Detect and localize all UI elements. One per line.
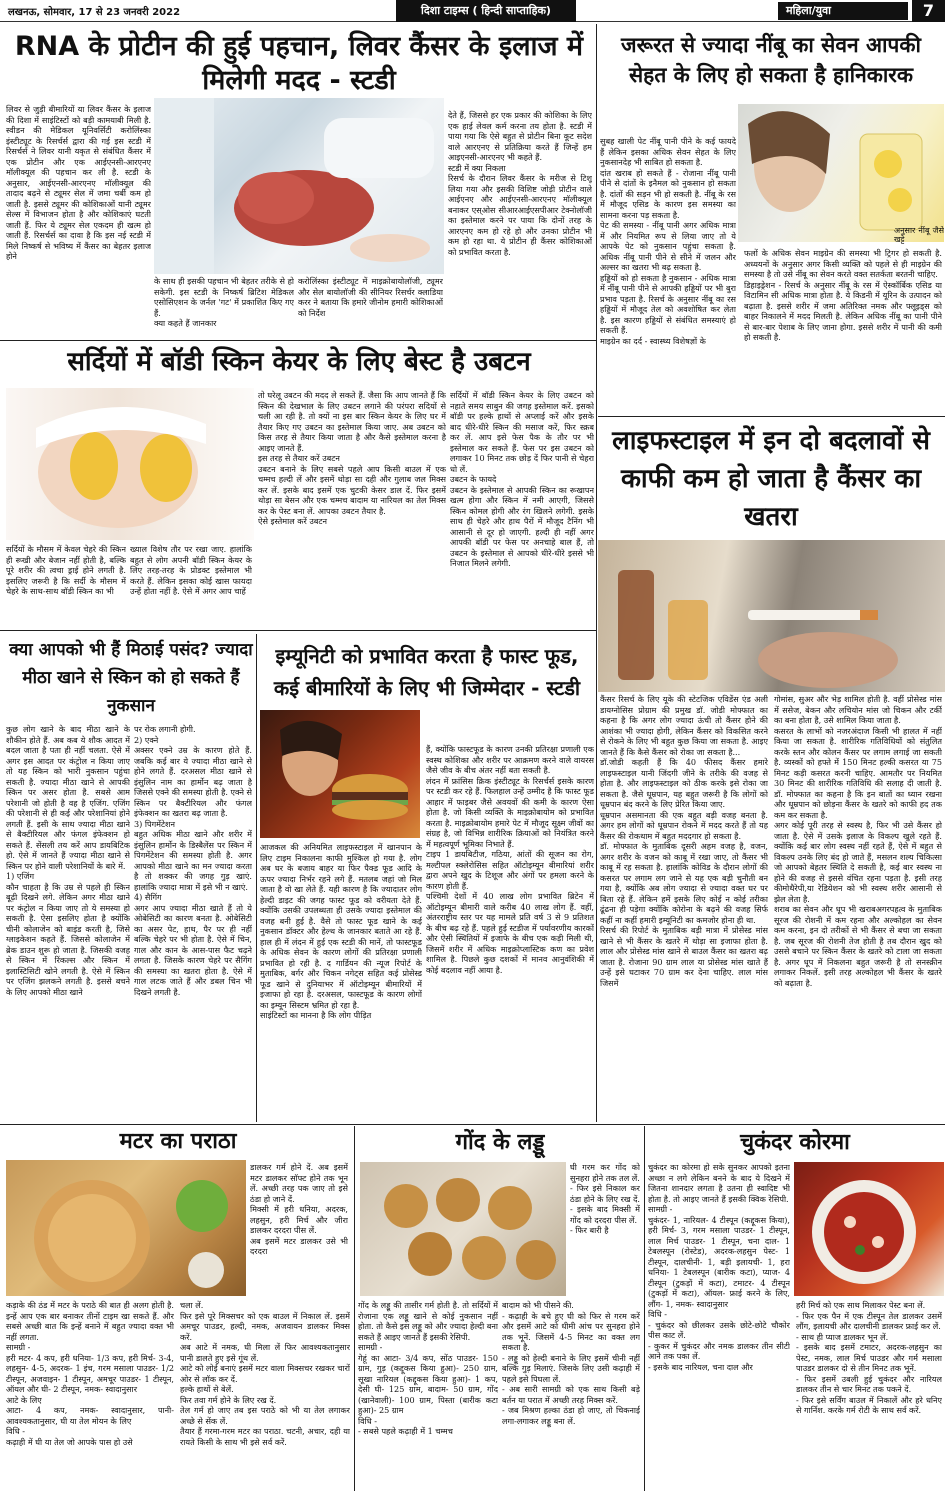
story6-headline: लाइफस्टाइल में इन दो बदलावों से काफी कम हो जाता है कैंसर का खतरा bbox=[612, 426, 930, 532]
story1-body-col3: करोलिंस्का इंस्टीट्यूट में माइक्रोबायोलॉजी, ट्यूमर और सेल बायोलॉजी की सीनियर रिसर्चर क्लाडिया करर ने बताया कि हमारे जीनोम हमारी कोशिकाओं को निर्देश bbox=[298, 276, 443, 318]
recipe3-body-col1: चुकंदर का कोरमा हो सके सुनकर आपको इतना अच्छा न लगे लेकिन बनने के बाद ये दिखने में जितना शानदार लगता है उतना ही स्वादिष्ट भी होता है. तो आइए जानते हैं इसकी क्विक रेसिपी. सामग्री - चुकंदर- 1, नारियल- 4 टीस्पून (कद्दूकस किया), हरी मिर्च- 3, गरम मसाला पाउडर- 1 टीस्पून, लाल मिर्च पाउडर- 1 टीस्पून, चना दाल- 1 टेबलस्पून (रोस्टेड), अदरक-लहसुन पेस्ट- 1 टीस्पून, दालचीनी- 1, बड़ी इलायची- 1, हरा धनिया- 1 टेबलस्पून (बारीक कटा), प्याज- 4 टीस्पून (टुकड़ों में कटा), टमाटर- 4 टीस्पून (टुकड़ों में कटा), ऑयल- फ्राई करने के लिए, लौंग- 1, नमक- स्वादानुसार विधि - - चुकंदर को छीलकर उसके छोटे-छोटे चौकोर पीस काट लें. - कुकर में चुकंदर और नमक डालकर तीन सीटी आने तक पका लें. - इसके बाद नारियल, चना दाल और bbox=[648, 1162, 790, 1372]
newspaper-title: दिशा टाइम्स ( हिन्दी साप्ताहिक) bbox=[396, 0, 576, 22]
story2-body-col1: सुबह खाली पेट नींबू पानी पीने के कई फायदे हैं लेकिन इसका अधिक सेवन सेहत के लिए नुकसानदेह भी साबित हो सकता है. दांत खराब हो सकते हैं - रोजाना नींबू पानी पीने से दांतों के इनैमल को नुकसान हो सकता है. दांतों की सड़न भी हो सकती है. नींबू के रस में मौजूद एसिड के कारण इस समस्या का सामना करना पड़ सकता है. पेट की समस्या - नींबू पानी अगर अधिक मात्रा में और नियमित रूप से लिया जाए तो ये आपके पेट को नुकसान पहुंचा सकता है. अधिक नींबू पानी पीने से सीने में जलन और अल्सर का खतरा भी बढ़ सकता है. हड्डियों को हो सकता है नुकसान - अधिक मात्रा में नींबू पानी पीने से आपकी हड्डियों पर भी बुरा प्रभाव पड़ता है. रिसर्च के अनुसार नींबू का रस हड्डियों में मौजूद तेल को अवशोषित कर लेता है. इस कारण हड्डियों से संबंधित समस्याएं हो सकती हैं. माइग्रेन का दर्द - स्वास्थ्य विशेषज्ञों के bbox=[600, 136, 736, 346]
paratha-image-art bbox=[6, 1160, 246, 1296]
recipe2-body-col1: गोंद के लड्डू की तासीर गर्म होती है. तो सर्दियों में रोजाना एक लड्डू खाने से कोई नुकसान नहीं होता. तो कैसे इस लड्डू को और ज्यादा हेल्दी बना सकते हैं आइए जानते हैं इसकी रेसिपी. सामग्री - गेहूं का आटा- 3/4 कप, सोंठ पाउडर- 150 ग्राम, गुड़ (कद्दूकस किया हुआ)- 250 ग्राम, सूखा नारियल (कद्दूकस किया हुआ)- 1 कप, देसी घी- 125 ग्राम, बादाम- 50 ग्राम, गोंद (खानेवाली)- 100 ग्राम, पिस्ता (बारीक कटा हुआ)- 25 ग्राम विधि - - सबसे पहले कढ़ाही में 1 चम्मच bbox=[358, 1300, 498, 1436]
date-line: लखनऊ, सोमवार, 17 से 23 जनवरी 2022 bbox=[8, 7, 181, 18]
story2-body-col2: फलों के अधिक सेवन माइग्रेन की समस्या भी ट्रिगर हो सकती है. अध्ययनों के अनुसार अगर किसी व्यक्ति को पहले से ही माइग्रेन की समस्या है तो उसे नींबू का सेवन करते वक्त सतर्कता बरतनी चाहिए. डिहाइड्रेशन - रिसर्च के अनुसार नींबू के रस में ऐस्कॉर्बिक एसिड या विटामिन सी अधिक मात्रा होता है. ये किडनी में यूरिन के उत्पादन को बढ़ाता है. इससे शरीर में जमा अतिरिक्त नमक और फ्लूइड्स को बाहर निकालने में मदद मिलती है. लेकिन अधिक नींबू का पानी पीने से बार-बार पेशाब के लिए जाना होगा. इससे शरीर में पानी की कमी हो सकती है. bbox=[744, 248, 942, 342]
lemon-image-art bbox=[738, 104, 944, 242]
story4-body-col2: पर रोक लगानी होगी. 2) एक्ने अक्सर एक्ने उम्र के कारण होते हैं. जबकि कई बार ये ज्यादा मीठा खाने से होने लगते हैं. दरअसल मीठा खाने से इंसुलिन नाम का हार्मोन बढ़ जाता है जिससे एक्ने की समस्या होती है. एक्ने से स्किन पर बैक्टीरियल और फंगल इंफेक्शन का खतरा बढ़ जाता है. 3) पिगमेंटेशन बहुत अधिक मीठा खाने और शरीर में इंसुलिन हार्मोन के डिस्बैलेंस पर स्किन में पिगमेंटेशन की समस्या होती है. अगर आपको मीठा खाने का मन ज्यादा करता है तो शक्कर की जगह गुड़ खाएं. हालांकि ज्यादा मात्रा में इसे भी न खाएं. 4) सैगिंग अगर आप ज्यादा मीठा खाते हैं तो ये ओबेसिटी का कारण बनता है. ओबेसिटी का असर पेट, हाथ, पैर पर ही नहीं बल्कि चेहरे पर भी होता है. ऐसे में चिन, गाल और कान के आस-पास फैट चढ़ने लगता है. जिसके कारण चेहरे पर सैगिंग की समस्या का खतरा होता है. ऐसे में गाल लटक जाते हैं और डबल चिन भी दिखने लगती है. bbox=[134, 724, 252, 997]
section-name: महिला/युवा bbox=[778, 2, 908, 20]
story3-headline: सर्दियों में बॉडी स्किन केयर के लिए बेस्ट है उबटन bbox=[67, 347, 531, 377]
ubtan-face-image bbox=[6, 388, 254, 540]
story1-body-col1: लिवर से जुड़ी बीमारियों या लिवर कैंसर के इलाज की दिशा में साइंटिस्टों को बड़ी कामयाबी मिली है. स्वीडन की मेडिकल यूनिवर्सिटी करोलिंस्का इंस्टीट्यूट के रिसर्चर्स द्वारा की गई इस स्टडी में रिसर्चर्स ने लिवर यानी यकृत से संबंधित कैंसर में एक प्रोटीन और एक आईएनसी-आरएनए मॉलीक्यूल की पहचान कर ली है. स्टडी के अनुसार, आईएनसी-आरएनए मॉलीक्यूल की तादाद बढ़ने से ट्यूमर सेल में जमा चर्बी कम हो जाती है. इससे ट्यूमर की कोशिकाओं यानी ट्यूमर सेल्स में विभाजन होता है और कोशिकाएं घटती जाती हैं. फिर ये ट्यूमर सेल एकदम ही खत्म हो जाती हैं. रिसर्चर्स का दावा है कि इस नई स्टडी में मिले निष्कर्ष से भविष्य में कैंसर का बेहतर इलाज होने bbox=[6, 104, 151, 261]
story1-body-col4: देते हैं, जिससे हर एक प्रकार की कोशिका के लिए एक हाई लेवल कर्म करना तय होता है. स्टडी में पाया गया कि ऐसे बहुत से प्रोटीन बिना कूट सदेश वाले आरएनए से प्रतिक्रिया करते हैं जिन्हें हम आइएनसी-आरएनए भी कहते हैं. स्टडी में क्या निकला रिसर्च के दौरान लिवर कैंसर के मरीज से टिशू लिया गया और इसकी विशिष्ट जोड़ी प्रोटीन वाले आईएनए और आईएनसी-आरएनए मॉलीक्यूल बनाकर एस्ओस सीआरआईएसपीआर टेक्नोलॉजी का इस्तेमाल करने पर पाया कि दोनों तरह के आरएनए कम हो रहे हो और उनका प्रोटीन भी कम हो रहा था. ये प्रोटीन ही कैंसर कोशिकाओं को प्रभावित करता है. bbox=[448, 110, 592, 257]
section-divider bbox=[0, 630, 596, 631]
recipe1-body-col1: कड़ाके की ठंड में मटर के पराठे की बात ही अलग होती है. इन्हें आप एक बार बनाकर तीनों टाइम खा सकते हैं. और सबसे अच्छी बात कि इन्हें बनाने में बहुत ज्यादा वक्त भी नहीं लगता. सामग्री - हरी मटर- 4 कप, हरी धनिया- 1/3 कप, हरी मिर्च- 3-4, लहसुन- 4-5, अदरक- 1 इंच, गरम मसाला पाउडर- 1/2 टीस्पून, अजवाइन- 1 टीस्पून, अमचूर पाउडर- 1 टीस्पून, ऑयल और घी- 2 टीस्पून, नमक- स्वादानुसार आटे के लिए आटा- 4 कप, नमक- स्वादानुसार, पानी- आवश्यकतानुसार, घी या तेल मोयन के लिए विधि - कढ़ाही में घी या तेल जो आपके पास हो उसे bbox=[6, 1300, 174, 1447]
story3-body-col1: सर्दियों के मौसम में केवल चेहरे की स्किन ही रूखी और बेजान नहीं होती है, बल्कि पूरे शरीर की त्वचा ड्राई होने लगती है. इसलिए जरूरी है कि सर्दी के मौसम में चेहरे के साथ-साथ बॉडी स्किन का भी bbox=[6, 544, 126, 596]
column-divider bbox=[256, 634, 257, 1122]
recipe2-body-col3: बादाम को भी पीसने की. - कढ़ाही के बचे हुए घी को फिर से गरम करें और इसमें आटे को धीमी आंच पर सुनहरा होने तक भूनें. जिसमें 4-5 मिनट का वक्त लग सकता है. - लड्डू को हेल्दी बनाने के लिए इसमें चीनी नहीं बल्कि गुड़ मिलाएं. जिसके लिए उसी कढ़ाही में पहले इसे पिघला लें. - अब सारी सामग्री को एक साथ किसी बड़े बर्तन या परात में अच्छी तरह मिक्स करें. - जब मिश्रण हल्का ठंडा हो जाए, तो चिकनाई लगा-लगाकर लड्डू बना लें. bbox=[502, 1300, 640, 1426]
liver-illustration-image bbox=[154, 98, 444, 274]
section-divider bbox=[598, 416, 945, 417]
story6-body-col2: गोमांस, सुअर और भेड़ शामिल होती है. वहीं प्रोसेस्ड मांस में ससेज, बेकन और लचियोन मांस जो चिकन और टर्की का बना होता है, उसे शामिल किया जाता है. कसरत के लाभों को नजरअंदाज किसी भी हालत में नहीं किया जा सकता है. शारीरिक गतिविधियों को संतुलित करके स्तन और कोलन कैंसर पर लगाम लगाई जा सकती है. व्यस्कों को हफ्ते में 150 मिनट हल्की कसरत या 75 मिनट कड़ी कसरत करनी चाहिए. आमतौर पर नियमित 30 मिनट की शारीरिक गतिविधि की सलाह दी जाती है. डॉ. मोफ्फात का कहना है कि इन बातों का ध्यान रखना और धूम्रपान को छोड़ना कैंसर के खतरे को काफी हद तक कम कर सकता है. अगर कोई पूरी तरह से स्वस्थ है, फिर भी उसे कैंसर हो जाता है. ऐसे में उसके इलाज के विकल्प खुले रहते हैं. क्योंकि कई बार लोग स्वस्थ नहीं रहते हैं, ऐसे में बहुत से विकल्प उनके लिए बंद हो जाते हैं, मसलन शल्य चिकित्सा जो आपको बेहतर स्थिति दे सकती है, कई बार स्वस्थ ना होने की वजह से इससे वंचित रहना पड़ता है. इसी तरह कीमोथैरेपी,या रेडियेशन को भी स्वस्थ शरीर आसानी से झेल लेता है. शराब का सेवन और धूप भी खराबअगरपहत्व के मुताबिक सूरज की रोशनी में कम रहना और अल्कोहल का सेवन कम करना, इन दो तरीकों से भी कैंसर से बचा जा सकता है. जब सूरज की रोशनी तेज होती है तब दौरान खुद को उससे बचाने पर स्किन कैंसर के खतरे को टाला जा सकता है. अगर धूप में निकलना बहुत जरूरी है तो सनस्क्रीन लगाकर निकलें. इसी तरह अल्कोहल भी कैंसर के खतरे को बढ़ाता है. bbox=[774, 694, 942, 988]
column-divider bbox=[644, 1126, 645, 1491]
burger-eating-image bbox=[260, 710, 420, 838]
story4-headline: क्या आपको भी हैं मिठाई पसंद? ज्यादा मीठा खाने से स्किन को हो सकते हैं नुकसान bbox=[9, 640, 253, 716]
story5-body-col1: आजकल की अनियमित लाइफस्टाइल में खानपान के लिए टाइम निकालना काफी मुश्किल हो गया है. लोग अब घर के बजाय बाहर या फिर पैक्ड फूड आदि के ऊपर ज्यादा निर्भर रहने लगे हैं. मतलब जहां जो मिल जाता है वो खा लेते हैं. यही कारण है कि ज्यादातर लोग हेल्दी डाइट की जगह फास्ट फूड को वरीयता देते हैं. क्योंकि उसकी उपलब्धता ही उसके ज्यादा इस्तेमाल की वजह बनी हुई है. वैसे तो फास्ट फूड खाने के कई नुकसान डॉक्टर और हेल्थ के जानकार बताते आ रहे हैं. हाल ही में लंदन में हुई एक स्टडी की मानें, तो फास्टफूड के अधिक सेवन के कारण लोगों की प्रतिरक्षा प्रणाली प्रभावित हो रही है. द गार्डियन की न्यूज रिपोर्ट के मुताबिक, बर्गर और चिकन नगेट्स सहित कई प्रोसेस्ड फूड खाने से दुनियाभर में ऑटोइम्यून बीमारियों में इजाफा हो रहा है. दरअसल, फास्टफूड के कारण लोगों का इम्यून सिस्टम भ्रमित हो रहा है. साइंटिस्टों का मानना है कि लोग पीड़ित bbox=[260, 842, 422, 1020]
column-divider bbox=[354, 1126, 355, 1491]
smoking-drinking-image bbox=[598, 540, 945, 692]
story3-body-col2: ख्याल विशेष तौर पर रखा जाए. हालांकि बहुत से लोग अपनी बॉडी स्किन केयर के लिए तरह-तरह के प्रोडक्ट इस्तेमाल भी करते हैं. लेकिन इसका कोई खास फायदा उन्हें होता नहीं है. ऐसे में अगर आप चाहें bbox=[130, 544, 252, 596]
section-divider bbox=[0, 340, 596, 341]
laddu-image-art bbox=[360, 1162, 566, 1296]
page-number: 7 bbox=[912, 0, 945, 22]
recipe3-body-col2: हरी मिर्च को एक साथ मिलाकर पेस्ट बना लें. - फिर एक पैन में एक टीस्पून तेल डालकर उसमें लौंग, इलायची और दालचीनी डालकर फ्राई कर लें. - साथ ही प्याज डालकर भून लें. - इसके बाद इसमें टमाटर, अदरक-लहसुन का पेस्ट, नमक, लाल मिर्च पाउडर और गर्म मसाला पाउडर डालकर दो से तीन मिनट तक भूनें. - फिर इसमें उबली हुई चुकंदर और नारियल डालकर तीन से चार मिनट तक पकने दें. - फिर इसे सर्विंग बाउल में निकालें और हरे धनिए से गार्निश. करके गर्म रोटी के साथ सर्व करें. bbox=[796, 1300, 942, 1415]
korma-image-art bbox=[794, 1162, 944, 1296]
story2-caption: अनुसार नींबू जैसे खट्टे bbox=[894, 226, 944, 244]
recipe3-headline: चुकंदर कोरमा bbox=[740, 1130, 850, 1155]
story6-body-col1: कैंसर रिसर्च के लिए यूके की स्टेटजिक एविडेंस एंड अली डायग्नोसिस प्रोग्राम की प्रमुख डॉ. जोडी मोफ्फात का कहना है कि अगर लोग ज्यादा ऊंची तो कैंसर होने की आशंका भी ज्यादा होगी, लेकिन कैंसर को विकसित करने से रोकने के लिए भी बहुत कुछ किया जा सकता है. आइए जानते हैं कि कैसे कैंसर को रोका जा सकता है... डॉ.जोडी कहती हैं कि 40 फीसद कैंसर हमारे लाइफस्टाइल यानी जिंदगी जीने के तरीके की वजह से होता है. और लाइफस्टाइल को ठीक करके इसे रोका जा सकता है. जैसे धूम्रपान, यह बहुत जरूरी है कि लोगों को धूम्रपान बंद करने के लिए प्रेरित किया जाए. धूम्रपान असमानता की एक बहुत बड़ी वजह बनता है. अगर हम लोगों को धूम्रपान रोकने में मदद करते हैं तो यह कैंसर की रोकथाम में बहुत मददगार हो सकता है. डॉ. मोफ्फात के मुताबिक दूसरी अहम वजह है, वजन, अगर शरीर के वजन को काबू में रखा जाए, तो कैंसर भी काबू में रह सकता है. हालांकि कोविड के दौरान लोगों की कसरत पर लगाम लग जाने से यह एक बड़ी चुनौती बन गया है, क्योंकि अब लोग ज्यादा से ज्यादा वक्त घर पर बिता रहे हैं. लेकिन हमें इसके लिए कोई न कोई तरीका ढूंढना ही पड़ेगा क्योंकि कोरोना के बढ़ने की वजह सिर्फ कहीं ना कहीं हमारी इम्यूनिटी का कमजोर होना ही था. रिसर्च की रिपोर्ट के मुताबिक बड़ी मात्रा में प्रोसेस्ड मांस खाने से भी कैंसर के खतरे में थोड़ा सा इजाफा होता है. लाल और प्रोसेस्ड मांस खाने से बाउल कैंसर का खतरा बढ़ जाता है. रोजाना 90 ग्राम लाल या प्रोसेस्ड मांस खाते हैं उन्हें इसे घटाकर 70 ग्राम कर देना चाहिए. लाल मांस जिसमें bbox=[600, 694, 768, 988]
matar-paratha-image bbox=[6, 1160, 246, 1296]
story3-body-col4: सर्दियों में बॉडी स्किन केयर के लिए उबटन को नहाते समय साबुन की जगह इस्तेमाल करें. इसको बॉडी पर हल्के हाथों से अप्लाई करें और इसके बाद धीरे-धीरे स्किन की मसाज करें, फिर स्क्रब कर लें. आप इसे फेस पैक के तौर पर भी इस्तेमाल कर सकते हैं. फेस पर इस उबटन को लगाकर 10 मिनट तक छोड़ दें फिर पानी से चेहरा धो लें. उबटन के फायदे उबटन के इस्तेमाल से आपकी स्किन का रूखापन खत्म होगा और स्किन में नमी आएगी, जिससे स्किन कोमल होगी और रंग खिलने लगेगी. इसके साथ ही चेहरे और हाथ पैरों में मौजूद टैनिंग भी आसानी से दूर हो जाएगी. हल्दी ही नहीं अगर आपकी बॉडी पर फेस पर अनचाहे बाल हैं, तो उबटन के इस्तेमाल से आपको धीरे-धीरे इससे भी निजात मिलने लगेगी. bbox=[450, 390, 594, 568]
woman-lemon-image bbox=[738, 104, 944, 242]
column-divider bbox=[596, 24, 597, 1122]
recipe2-body-col2: घी गरम कर गोंद को सुनहरा होने तक तल लें. - फिर इसे निकाल कर ठंडा होने के लिए रख दें. - इसके बाद मिक्सी में गोंद को दरदरा पीस लें. - फिर बारी है bbox=[570, 1162, 640, 1235]
story3-body-col3: तो घरेलू उबटन की मदद ले सकते हैं. जैसा कि आप जानते हैं कि स्किन की देखभाल के लिए उबटन लगाने की परंपरा सदियों से चली आ रही है. तो क्यों ना इस बार स्किन केयर के लिए घर में तैयार किए गए उबटन का इस्तेमाल किया जाए. अब उबटन को किस तरह से तैयार किया जाता है और कैसे इस्तेमाल करना है आइए जानते हैं. इस तरह से तैयार करें उबटन उबटन बनाने के लिए सबसे पहले आप किसी बाउल में एक चम्मच हल्दी लें और इसमें थोड़ा सा दही और गुलाब जल मिक्स कर लें. इसके बाद इसमें एक चुटकी केसर डाल दें. फिर इसमें थोड़ा सा बेसन और एक चम्मच बादाम या नारियल का तेल मिक्स कर के पेस्ट बना लें. आपका उबटन तैयार है. ऐसे इस्तेमाल करें उबटन bbox=[258, 390, 446, 526]
recipe2-headline: गोंद के लड्डू bbox=[455, 1130, 545, 1155]
section-divider bbox=[0, 1124, 945, 1125]
burger-image-art bbox=[260, 710, 420, 838]
ubtan-image-art bbox=[6, 388, 254, 540]
gond-laddu-image bbox=[360, 1162, 566, 1296]
liver-image-art bbox=[154, 98, 444, 274]
story1-headline: RNA के प्रोटीन की हुई पहचान, लिवर कैंसर के इलाज में मिलेगी मदद - स्टडी bbox=[14, 31, 584, 96]
page-header bbox=[0, 0, 945, 22]
recipe1-headline: मटर का पराठा bbox=[119, 1129, 237, 1154]
story5-headline: इम्यूनिटी को प्रभावित करता है फास्ट फूड, कई बीमारियों के लिए भी जिम्मेदार - स्टडी bbox=[273, 644, 581, 700]
smoking-image-art bbox=[598, 540, 945, 692]
recipe1-body-col2: डालकर गर्म होने दें. अब इसमें मटर डालकर सॉफ्ट होने तक भून लें. अच्छी तरह पक जाए तो इसे ठंडा हो जाने दें. मिक्सी में हरी धनिया, अदरक, लहसुन, हरी मिर्च और जीरा डालकर दरदरा पीस लें. अब इसमें मटर डालकर उसे भी दरदरा bbox=[250, 1162, 348, 1256]
beetroot-korma-image bbox=[794, 1162, 944, 1296]
story5-body-col2: हैं, क्योंकि फास्टफूड के कारण उनकी प्रतिरक्षा प्रणाली एक स्वस्थ कोशिका और शरीर पर आक्रमण करने वाले वायरस जैसे जीव के बीच अंतर नहीं बता सकती है. लंदन में फ्रांसिस क्रिक इंस्टीट्यूट के रिसर्चर्स इसके कारण पर स्टडी कर रहे हैं. फिलहाल उन्हें उम्मीद है कि फास्ट फूड आहार में फाइबर जैसे अवयवों की कमी के कारण ऐसा होता है. जो किसी व्यक्ति के माइक्रोबायोम को प्रभावित करता है. माइक्रोबायोम हमारे पेट में मौजूद सूक्ष्म जीवों का संग्रह है, जो विभिन्न शारीरिक क्रियाओं को नियंत्रित करने में महत्वपूर्ण भूमिका निभाते हैं. टाइप 1 डायबिटीज, गठिया, आंतों की सूजन का रोग, मल्टीपल स्क्लेरोसिस सहित ऑटोइम्यून बीमारियां शरीर द्वारा अपने खुद के टिशूज और अंगों पर हमला करने के कारण होती हैं. पश्चिमी देशों में 40 लाख लोग प्रभावित ब्रिटेन में ऑटोइम्यून बीमारी वाले करीब 40 लाख लोग हैं. वहीं, अंतरराष्ट्रीय स्तर पर यह मामले प्रति वर्ष 3 से 9 प्रतिशत के बीच बढ़ रहे हैं. पहले हुई स्टडीज में पर्यावरणीय कारकों और ऐसी स्थितियों में इजाफे के बीच एक कड़ी मिली थी, जिसमें शरीर में अधिक माइक्रोप्लास्टिक कण का प्रवेश शामिल है. पिछले कुछ दशकों में मानव आनुवंशिकी में कोई बदलाव नहीं आया है. bbox=[426, 744, 594, 975]
story4-body-col1: कुछ लोग खाने के बाद मीठा खाने के शौकीन होते हैं. अब कब ये शौक आदत में बदल जाता है पता ही नहीं चलता. ऐसे में अगर इस आदत पर कंट्रोल न किया जाए तो यह स्किन को भारी नुकसान पहुंचा सकती है. ज्यादा मीठा खाने से आपकी स्किन पर असर होता है. सबसे आम परेशानी जो होती है वह है एजिंग. एजिंग की परेशानी से ही कई और परेशानियां होने लगती हैं. इसी के साथ ज्यादा मीठा खाने से बैक्टीरियल और फंगल इंफेक्शन हो सकते हैं. सेंसली तय करें आप डायबिटिक हो. ऐसे में जानते हैं ज्यादा मीठा खाने से स्किन पर होने वाली परेशानियों के बारे में. 1) एजिंग कौन चाहता है कि उम्र से पहले ही स्किन बूढ़ी दिखने लगे. लेकिन अगर मीठा खाने पर कंट्रोल न किया जाए तो ये समस्या हो सकती है. ऐसा इसलिए होता है क्योंकि चीनी कोलाजेन को बाइंड करती है, जिसे ग्लाइकेशन कहते हैं. जिससे कोलाजेन में ब्रेक डाउन शुरू हो जाता है. जिसकी वजह से स्किन में रिंकल्स और स्किन में इलास्टिसिटी खोने लगती है. ऐसे में स्किन पर एजिंग झलकने लगती है. इससे बचने के लिए आपको मीठा खाने bbox=[6, 724, 130, 997]
recipe1-body-col3: चला लें. फिर इसे पूरे मिक्सचर को एक बाउल में निकाल लें. इसमें अमचूर पाउडर, हल्दी, नमक, अजवायन डालकर मिक्स करें. अब आटे में नमक, घी मिला लें फिर आवश्यकतानुसार पानी डालते हुए इसे गूंथ लें. आटे को लोई बनाएं इसमें मटर वाला मिक्सचर रखकर चारों ओर से लॉक कर दें. हल्के हाथों से बेलें. फिर तवा गर्म होने के लिए रख दें. तेल गर्म हो जाए तब इस पराठे को भी या तेल लगाकर अच्छे से सेंक लें. तैयार हैं गरमा-गरम मटर का पराठा. चटनी, अचार, दही या रायते किसी के साथ भी इसे सर्व करें. bbox=[180, 1300, 350, 1447]
story1-body-col2: के साथ ही इसकी पहचान भी बेहतर तरीके से हो सकेगी. इस स्टडी के निष्कर्ष ब्रिटिश मेडिकल एसोसिएशन के जर्नल 'गट' में प्रकाशित किए गए हैं. क्या कहते हैं जानकार bbox=[154, 276, 294, 328]
story2-headline: जरूरत से ज्यादा नींबू का सेवन आपकी सेहत के लिए हो सकता है हानिकारक bbox=[621, 33, 921, 87]
